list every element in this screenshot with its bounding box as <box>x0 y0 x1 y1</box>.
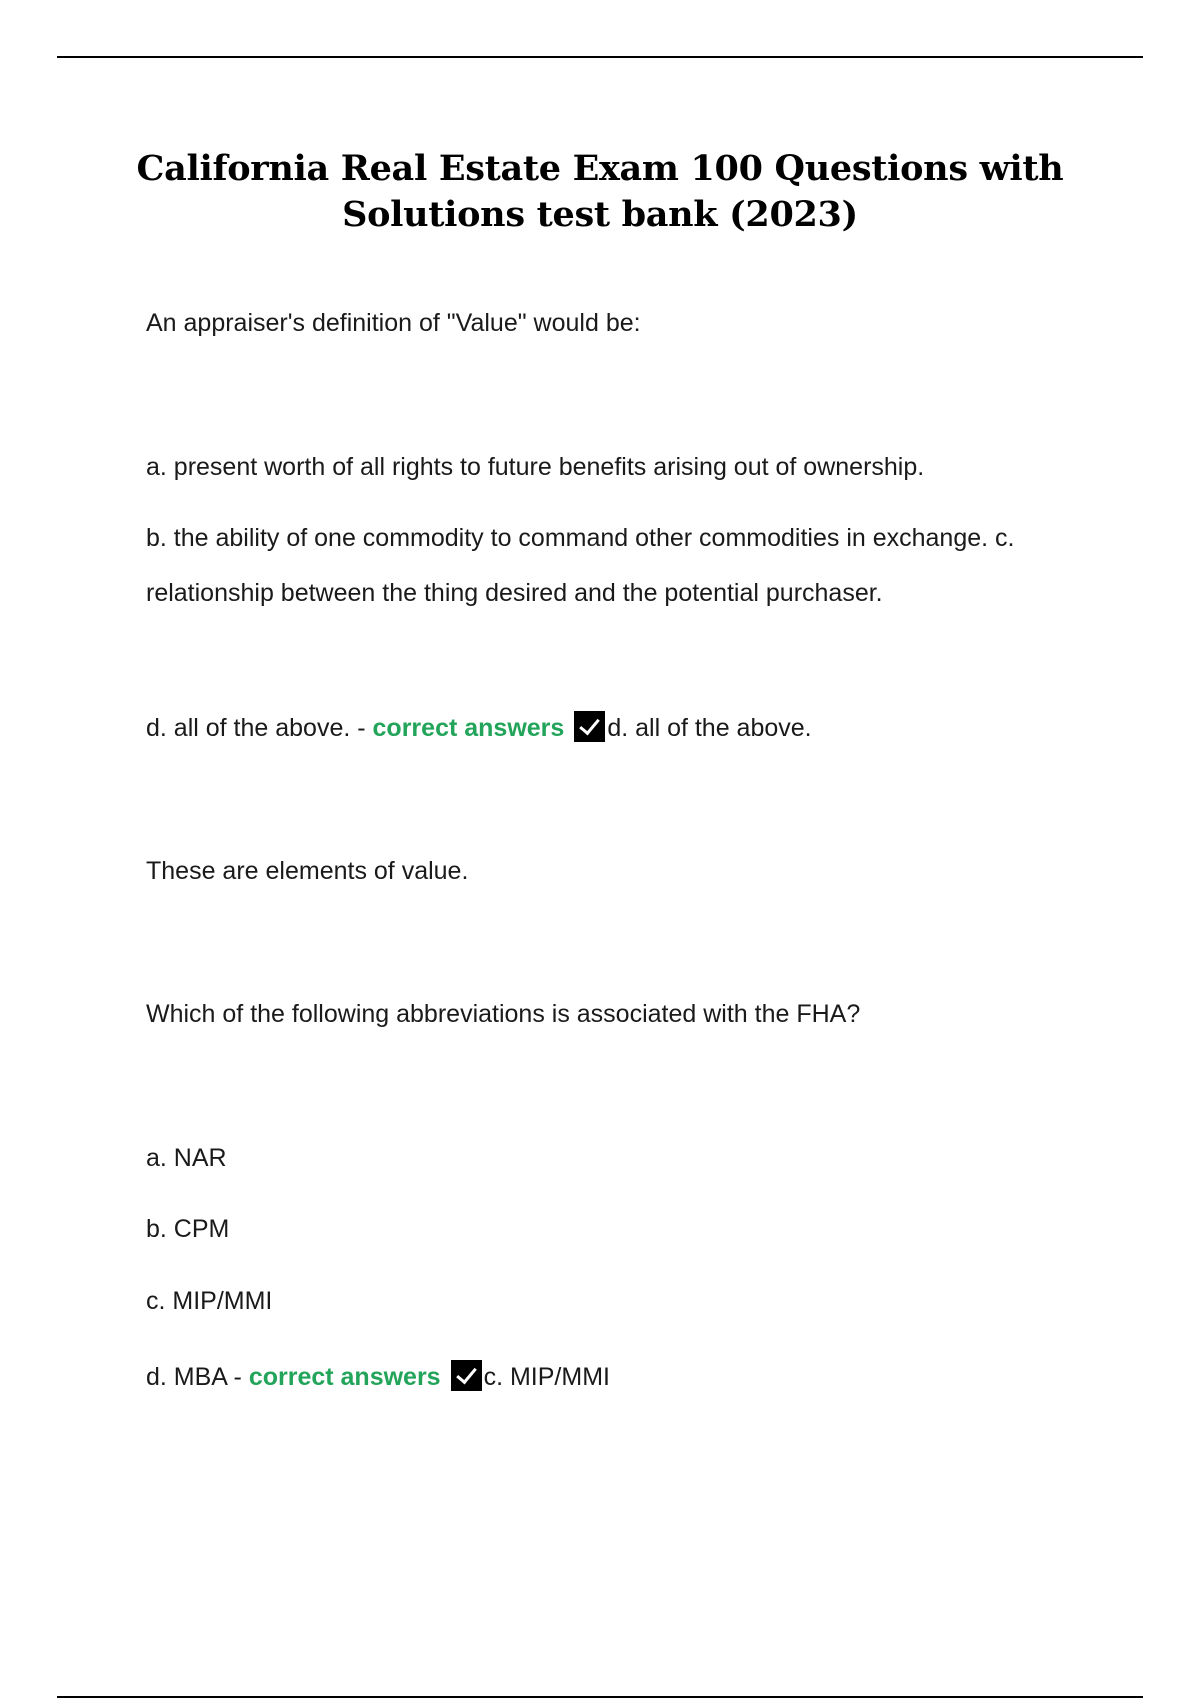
document-title <box>100 146 1100 238</box>
question-text: Which of the following abbreviations is associated with the FHA? <box>146 1000 861 1028</box>
explanation-text: These are elements of value. <box>146 857 469 885</box>
option-a: a. present worth of all rights to future benefits arising out of ownership. <box>146 453 925 481</box>
title-line-1: California Real Estate Exam 100 Questions with <box>136 148 1064 189</box>
top-rule <box>57 56 1143 58</box>
checkmark-icon <box>451 1360 482 1391</box>
title-line-2: Solutions test bank (2023) <box>342 194 858 235</box>
answer-line <box>146 711 812 743</box>
answer-line <box>146 1360 610 1392</box>
bottom-rule <box>57 1696 1143 1698</box>
option-a: a. NAR <box>146 1144 227 1172</box>
correct-answers-label: correct answers <box>372 714 565 742</box>
question-text: An appraiser's definition of "Value" would be: <box>146 309 641 337</box>
answer-text: c. MIP/MMI <box>483 1363 610 1391</box>
option-c: c. MIP/MMI <box>146 1287 273 1315</box>
options-b-c: b. the ability of one commodity to command other commodities in exchange. c. relationship between the thing desired and the potential purchaser. <box>146 524 1015 607</box>
option-d: d. MBA - <box>146 1363 249 1391</box>
option-b: b. CPM <box>146 1215 230 1243</box>
checkmark-icon <box>574 711 605 742</box>
answer-text: d. all of the above. <box>607 714 812 742</box>
option-d: d. all of the above. - <box>146 714 373 742</box>
correct-answers-label: correct answers <box>248 1363 441 1391</box>
